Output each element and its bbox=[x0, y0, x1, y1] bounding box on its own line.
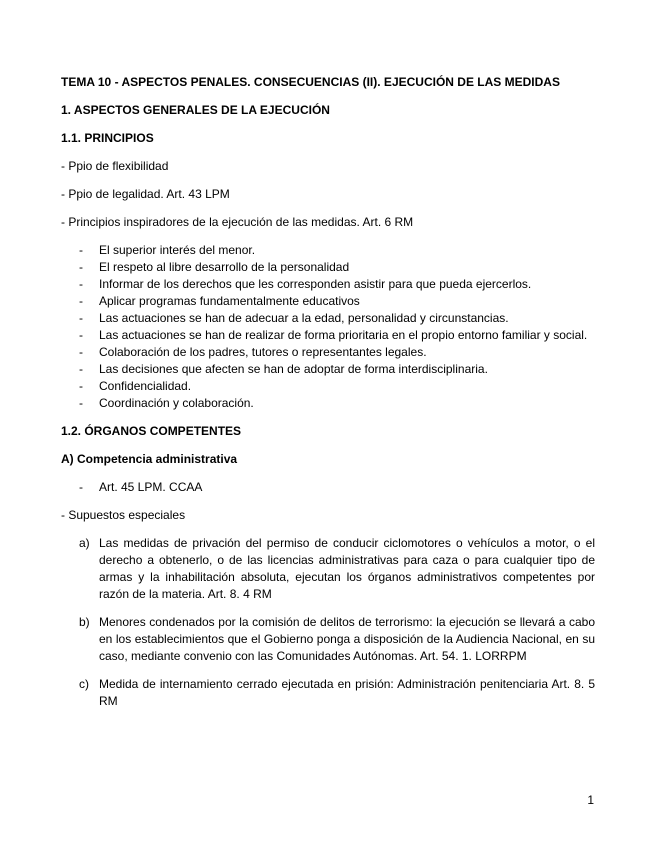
list-item: - Informar de los derechos que les corresponden asistir para que pueda ejercerlos. bbox=[61, 276, 595, 293]
list-marker: a) bbox=[79, 536, 90, 550]
page-number: 1 bbox=[587, 793, 594, 807]
list-item: - El respeto al libre desarrollo de la personalidad bbox=[61, 259, 595, 276]
list-item: - Art. 45 LPM. CCAA bbox=[61, 479, 595, 496]
list-marker: b) bbox=[79, 615, 90, 629]
document-title: TEMA 10 - ASPECTOS PENALES. CONSECUENCIAS (II). EJECUCIÓN DE LAS MEDIDAS bbox=[61, 75, 560, 89]
list-item: - Las decisiones que afecten se han de adoptar de forma interdisciplinaria. bbox=[61, 361, 595, 378]
list-item: - Colaboración de los padres, tutores o representantes legales. bbox=[61, 344, 595, 361]
list-item: - Confidencialidad. bbox=[61, 378, 595, 395]
list-item bbox=[61, 676, 595, 710]
subsection-heading-a: A) Competencia administrativa bbox=[61, 452, 238, 466]
list-item: - Las actuaciones se han de adecuar a la edad, personalidad y circunstancias. bbox=[61, 310, 595, 327]
special-cases-list bbox=[61, 535, 595, 710]
admin-list bbox=[61, 479, 595, 496]
paragraph-principios-inspiradores: - Principios inspiradores de la ejecución de las medidas. Art. 6 RM bbox=[61, 215, 414, 229]
section-heading-1: 1. ASPECTOS GENERALES DE LA EJECUCIÓN bbox=[61, 103, 330, 117]
list-item: - El superior interés del menor. bbox=[61, 242, 595, 259]
list-item bbox=[61, 614, 595, 665]
list-item bbox=[61, 535, 595, 603]
list-marker: c) bbox=[79, 677, 89, 691]
section-heading-1-2: 1.2. ÓRGANOS COMPETENTES bbox=[61, 424, 242, 438]
list-item: - Coordinación y colaboración. bbox=[61, 395, 595, 412]
list-item-text: Medida de internamiento cerrado ejecutada en prisión: Administración penitenciaria Art. 8. 5 RM bbox=[99, 677, 595, 708]
list-item: - Las actuaciones se han de realizar de forma prioritaria en el propio entorno familiar y social. bbox=[61, 327, 595, 344]
paragraph-legalidad: - Ppio de legalidad. Art. 43 LPM bbox=[61, 187, 230, 201]
page-content bbox=[61, 74, 595, 721]
section-heading-1-1: 1.1. PRINCIPIOS bbox=[61, 131, 154, 145]
paragraph-flexibilidad: - Ppio de flexibilidad bbox=[61, 159, 169, 173]
principles-list bbox=[61, 242, 595, 412]
list-item-text: Las medidas de privación del permiso de conducir ciclomotores o vehículos a motor, o el derecho a obtenerlo, o de las licencias administrativas para caza o para cualquier tipo de armas y la inhabilitación absoluta, ejecutan los órganos administrativos competentes por razón de la materia. Art. 8. 4 RM bbox=[99, 536, 595, 601]
list-item-text: Menores condenados por la comisión de delitos de terrorismo: la ejecución se llevará a cabo en los establecimientos que el Gobierno ponga a disposición de la Audiencia Nacional, en su caso, mediante convenio con las Comunidades Autónomas. Art. 54. 1. LORRPM bbox=[99, 615, 595, 663]
list-item: - Aplicar programas fundamentalmente educativos bbox=[61, 293, 595, 310]
paragraph-supuestos-especiales: - Supuestos especiales bbox=[61, 508, 186, 522]
